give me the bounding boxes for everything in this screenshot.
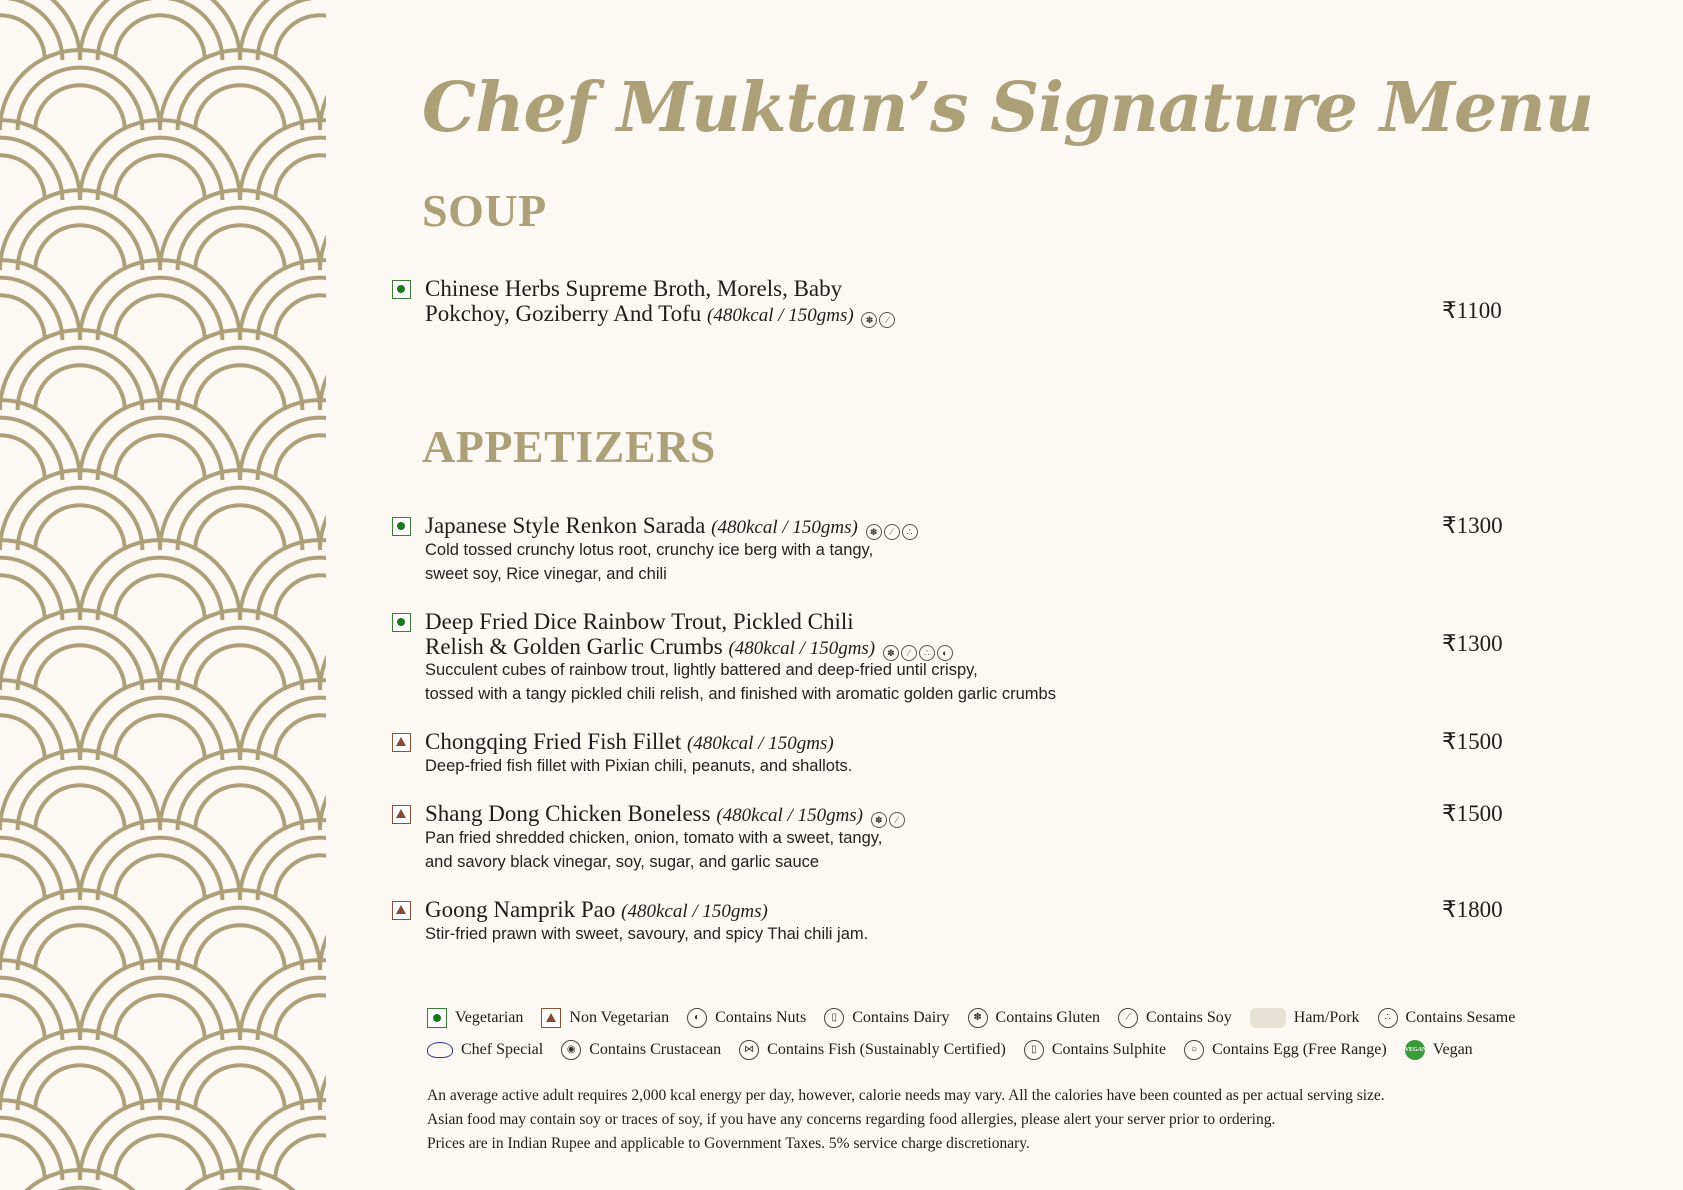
legend-item <box>1118 1008 1232 1028</box>
gluten-icon: ✽ <box>861 312 877 328</box>
legend-item <box>1184 1040 1387 1060</box>
section-title-appetizers: APPETIZERS <box>422 421 716 472</box>
item-description <box>425 922 1185 946</box>
legend-item <box>1250 1008 1360 1028</box>
footnote-calories: An average active adult requires 2,000 kcal energy per day, however, calorie needs may vary. All the calories have been counted as per actual serving size. <box>427 1087 1385 1104</box>
crustacean-icon: ◉ <box>561 1040 581 1060</box>
legend-label: Contains Dairy <box>852 1009 950 1026</box>
vegan-icon: VEGAN <box>1405 1040 1425 1060</box>
gluten-icon: ✽ <box>866 524 882 540</box>
legend-label: Vegan <box>1432 1041 1473 1058</box>
item-name-line: Deep Fried Dice Rainbow Trout, Pickled Chili <box>425 609 854 634</box>
desc-line: Pan fried shredded chicken, onion, tomato with a sweet, tangy, <box>425 829 883 847</box>
item-kcal: (480kcal / 150gms) <box>711 517 858 538</box>
item-name-line: Relish & Golden Garlic Crumbs <box>425 634 723 659</box>
veg-icon <box>392 517 411 536</box>
sesame-icon: ∴ <box>919 645 935 661</box>
footnote-allergy: Asian food may contain soy or traces of soy, if you have any concerns regarding food allergies, please alert your server prior to ordering. <box>427 1111 1276 1128</box>
desc-line: Deep-fried fish fillet with Pixian chili, peanuts, and shallots. <box>425 757 853 775</box>
item-name <box>425 897 1185 924</box>
sulphite-icon: ▯ <box>1024 1040 1044 1060</box>
item-name-text: Japanese Style Renkon Sarada <box>425 513 706 538</box>
item-price: ₹1300 <box>1442 513 1503 538</box>
item-description <box>425 754 1185 778</box>
item-description <box>425 826 1185 874</box>
legend-label: Contains Sesame <box>1405 1009 1516 1026</box>
legend-row <box>427 1040 1491 1060</box>
desc-line: tossed with a tangy pickled chili relish, and finished with aromatic golden garlic crumbs <box>425 685 1056 703</box>
nuts-icon: ◐ <box>687 1008 707 1028</box>
legend-item <box>739 1040 1006 1060</box>
soy-icon: ⁄ <box>879 312 895 328</box>
nonveg-icon <box>392 805 411 824</box>
desc-line: Stir-fried prawn with sweet, savoury, and spicy Thai chili jam. <box>425 925 869 943</box>
legend-item <box>824 1008 949 1028</box>
legend-item <box>561 1040 721 1060</box>
item-name <box>425 609 1185 661</box>
soy-icon: ⁄ <box>1118 1008 1138 1028</box>
item-price: ₹1100 <box>1442 298 1502 323</box>
egg-icon: ○ <box>1184 1040 1204 1060</box>
veg-icon <box>392 613 411 632</box>
menu-page <box>390 0 1683 1190</box>
decorative-arc-pattern <box>0 0 326 1190</box>
soy-icon: ⁄ <box>884 524 900 540</box>
item-name <box>425 801 1185 828</box>
sesame-icon: ∴ <box>1378 1008 1398 1028</box>
item-kcal: (480kcal / 150gms) <box>728 638 876 659</box>
chef-special-icon <box>427 1042 453 1058</box>
desc-line: and savory black vinegar, soy, sugar, and garlic sauce <box>425 853 820 871</box>
legend-item <box>687 1008 806 1028</box>
legend-item <box>1405 1040 1473 1060</box>
item-name <box>425 729 1185 756</box>
item-kcal: (480kcal / 150gms) <box>716 805 864 826</box>
legend-item <box>427 1041 543 1059</box>
legend-label: Chef Special <box>461 1041 544 1058</box>
pork-icon <box>1250 1008 1286 1028</box>
veg-icon <box>427 1008 447 1028</box>
item-name-text: Shang Dong Chicken Boneless <box>425 801 711 826</box>
item-kcal: (480kcal / 150gms) <box>707 305 854 326</box>
fish-icon: ⋈ <box>739 1040 759 1060</box>
desc-line: Succulent cubes of rainbow trout, lightly battered and deep-fried until crispy, <box>425 661 978 679</box>
legend-label: Contains Sulphite <box>1051 1041 1167 1058</box>
gluten-icon: ✽ <box>968 1008 988 1028</box>
item-name-line: Pokchoy, Goziberry And Tofu <box>425 301 702 326</box>
item-name <box>425 276 1185 328</box>
item-price: ₹1300 <box>1442 631 1503 656</box>
desc-line: Cold tossed crunchy lotus root, crunchy ice berg with a tangy, <box>425 541 874 559</box>
legend-label: Vegetarian <box>455 1009 524 1026</box>
sesame-icon: ∴ <box>902 524 918 540</box>
nuts-icon: ◐ <box>937 645 953 661</box>
nonveg-icon <box>541 1008 561 1028</box>
legend-label: Contains Fish (Sustainably Certified) <box>767 1041 1006 1058</box>
legend-item <box>541 1008 669 1028</box>
legend-item <box>1024 1040 1166 1060</box>
item-price: ₹1800 <box>1442 897 1503 922</box>
nonveg-icon <box>392 901 411 920</box>
legend-label: Ham/Pork <box>1293 1009 1360 1026</box>
gluten-icon: ✽ <box>883 645 899 661</box>
footnote-prices: Prices are in Indian Rupee and applicable to Government Taxes. 5% service charge discretionary. <box>427 1135 1030 1152</box>
legend-label: Contains Soy <box>1145 1009 1232 1026</box>
nonveg-icon <box>392 733 411 752</box>
item-kcal: (480kcal / 150gms) <box>686 733 834 754</box>
item-name-text: Goong Namprik Pao <box>425 897 616 922</box>
legend-row <box>427 1008 1533 1028</box>
legend-label: Contains Gluten <box>995 1009 1100 1026</box>
item-name-text: Chongqing Fried Fish Fillet <box>425 729 682 754</box>
menu-title: Chef Muktan’s Signature Menu <box>422 68 1594 148</box>
desc-line: sweet soy, Rice vinegar, and chili <box>425 565 667 583</box>
section-title-soup: SOUP <box>422 185 547 236</box>
soy-icon: ⁄ <box>889 812 905 828</box>
legend-item <box>427 1008 523 1028</box>
soy-icon: ⁄ <box>901 645 917 661</box>
legend-label: Contains Egg (Free Range) <box>1212 1041 1387 1058</box>
gluten-icon: ✽ <box>871 812 887 828</box>
item-description <box>425 658 1225 706</box>
legend-item <box>1378 1008 1516 1028</box>
item-name <box>425 513 1185 540</box>
item-name-line: Chinese Herbs Supreme Broth, Morels, Baby <box>425 276 843 301</box>
item-kcal: (480kcal / 150gms) <box>621 901 768 922</box>
item-description <box>425 538 1185 586</box>
legend-label: Contains Crustacean <box>589 1041 722 1058</box>
legend-label: Contains Nuts <box>715 1009 807 1026</box>
legend-item <box>968 1008 1100 1028</box>
dairy-icon: ▯ <box>824 1008 844 1028</box>
item-price: ₹1500 <box>1442 801 1503 826</box>
footnotes <box>427 1084 1627 1156</box>
item-price: ₹1500 <box>1442 729 1503 754</box>
veg-icon <box>392 280 411 299</box>
legend-label: Non Vegetarian <box>569 1009 670 1026</box>
